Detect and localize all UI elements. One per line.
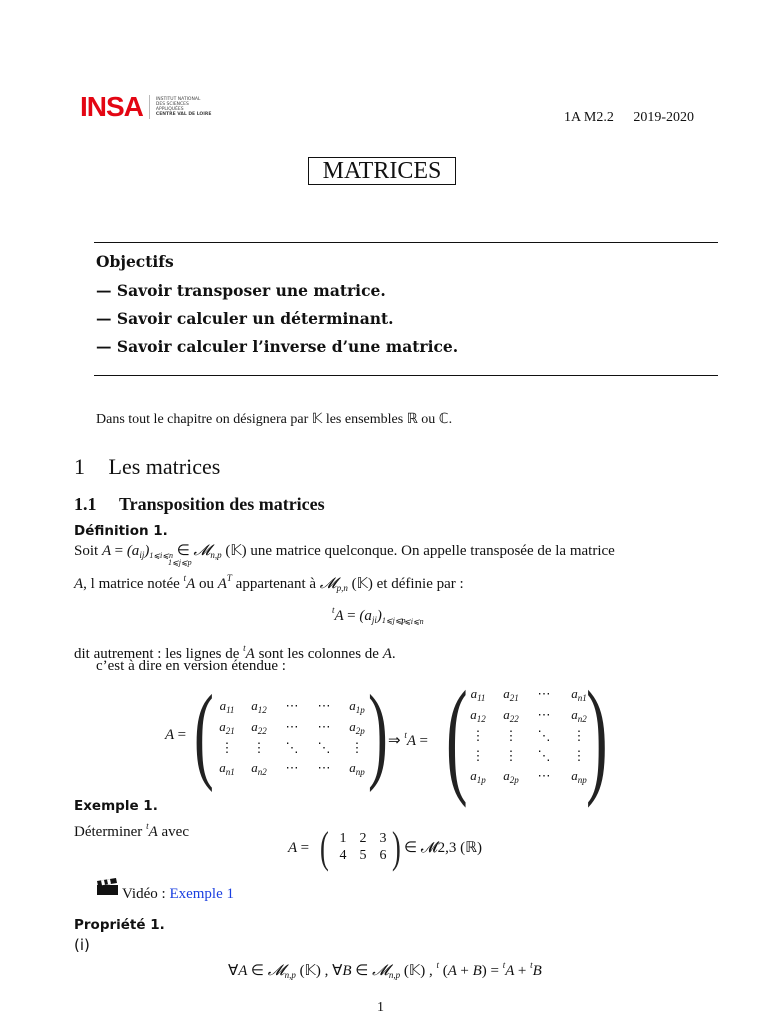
definition-line-2 xyxy=(74,568,464,598)
video-label: Vidéo : xyxy=(122,886,166,902)
symbol-tA: $^t$A xyxy=(183,573,196,592)
matrix-A: $a_{11}$ $a_{12}$ ⋯ ⋯ $a_{1p}$ $a_{21}$ $a_{22}$ ⋯ ⋯ $a_{2p}$ ⋮ ⋮ ⋱ ⋱ ⋮ $a_{n1}$ $a_{n2}$ ⋯ ⋯ $a_{np}$ xyxy=(219,698,365,777)
section-title: Les matrices xyxy=(108,454,221,479)
logo-lines xyxy=(156,97,212,117)
matrix-cell: 4 xyxy=(339,848,347,863)
paren-left: ( xyxy=(194,674,214,793)
objectives-heading: Objectifs xyxy=(96,252,174,271)
subsection-title: Transposition des matrices xyxy=(119,494,325,514)
symbol-tA: $^t$A xyxy=(243,643,255,662)
example-text-part: Déterminer xyxy=(74,824,143,840)
symbol-AT: $A^T$ xyxy=(217,573,232,592)
logo-line: CENTRE VAL DE LOIRE xyxy=(155,112,212,117)
example-text-part: avec xyxy=(161,824,189,840)
matrix-A-label: A = xyxy=(165,727,187,743)
definition-text: ou xyxy=(198,576,214,592)
intro-text: ou xyxy=(421,412,436,427)
logo-line: DES SCIENCES xyxy=(155,102,189,107)
section-heading xyxy=(74,454,220,480)
video-link[interactable]: Exemple 1 xyxy=(169,886,235,902)
definition-text: sont les colonnes de xyxy=(258,646,379,662)
logo-line: INSTITUT NATIONAL xyxy=(155,97,201,102)
symbol-A: A xyxy=(382,646,392,662)
intro-paragraph xyxy=(96,410,452,430)
definition-text: , l matrice notée xyxy=(83,576,180,592)
definition-text: et définie par : xyxy=(376,576,464,592)
matrix-tA: $a_{11}$ $a_{21}$ ⋯ $a_{n1}$ $a_{12}$ $a_{22}$ ⋯ $a_{n2}$ ⋮ ⋮ ⋱ ⋮ ⋮ ⋮ ⋱ ⋮ $a_{1p}$ $a_{2p}$ ⋯ $a_{np}$ xyxy=(470,686,587,785)
matrix-cell: 5 xyxy=(359,848,367,863)
example-label: Exemple 1. xyxy=(74,798,158,814)
page-number: 1 xyxy=(377,1000,384,1015)
example-A-label: A = xyxy=(288,840,310,856)
matrix-cell: 2 xyxy=(359,831,367,846)
paren-right: ) xyxy=(586,665,608,809)
intro-text: Dans tout le chapitre on désignera par xyxy=(96,412,309,427)
definition-line-1 xyxy=(74,541,615,566)
objective-item: — Savoir calculer un déterminant. xyxy=(96,309,394,328)
symbol-C: ℂ xyxy=(438,412,449,427)
subsection-number: 1.1 xyxy=(74,494,97,514)
paren-right: ) xyxy=(368,674,388,793)
formula-tA-aji: $^tA = (a_{ji})_{1⩽j⩽p}$ xyxy=(332,605,406,625)
definition-after-1: dit autrement : les lignes de $^t$A sont les colonnes de A. xyxy=(74,643,396,662)
objective-item: — Savoir transposer une matrice. xyxy=(96,281,386,300)
logo-line: APPLIQUÉES xyxy=(155,107,184,112)
video-line xyxy=(122,884,234,904)
definition-text: Soit xyxy=(74,543,99,559)
example-space: ∈ 𝓜2,3 (ℝ) xyxy=(404,840,482,856)
property-formula: ∀A ∈ 𝓜$_{n,p}$ (𝕂) , ∀B ∈ 𝓜$_{n,p}$ (𝕂) , $^t$ (A + B) = $^t$A + $^t$B xyxy=(228,960,542,980)
logo-mark: INSA xyxy=(80,91,143,122)
course-code: 1A M2.2 xyxy=(564,110,614,125)
paren-left: ( xyxy=(320,823,329,872)
video-clapper-icon xyxy=(96,878,120,896)
course-year: 2019-2020 xyxy=(633,110,694,125)
insa-logo xyxy=(80,92,211,122)
paren-right: ) xyxy=(392,823,401,872)
formula-A-aij: $A = (a_{ij})_{1⩽i⩽n}$ xyxy=(101,543,173,560)
definition-text: appartenant à xyxy=(235,576,317,592)
example-text xyxy=(74,816,189,842)
property-item-label: (i) xyxy=(74,936,90,954)
example-matrix xyxy=(333,830,393,864)
matrix-cell: 1 xyxy=(339,831,347,846)
formula-Mpn: 𝓜$_{p,n}$ (𝕂) xyxy=(319,576,373,593)
paren-left: ( xyxy=(446,665,468,809)
page-title: MATRICES xyxy=(308,157,456,185)
divider-top xyxy=(94,242,718,243)
symbol-R: ℝ xyxy=(406,412,418,427)
matrix-cell: 6 xyxy=(379,848,387,863)
subscript-j: 1⩽j⩽p xyxy=(168,558,192,567)
symbol-tA: $^t$A xyxy=(146,821,158,840)
symbol-K: 𝕂 xyxy=(311,412,323,427)
arrow-tA-label: ⇒ $^t$A = xyxy=(388,730,428,749)
symbol-A: A xyxy=(74,576,84,592)
objective-item: — Savoir calculer l’inverse d’une matrice. xyxy=(96,337,459,356)
definition-label: Définition 1. xyxy=(74,523,168,539)
subscript-i: 1⩽i⩽n xyxy=(400,617,424,626)
matrix-cell: 3 xyxy=(379,831,387,846)
definition-text: dit autrement : les lignes de xyxy=(74,646,240,662)
section-number: 1 xyxy=(74,454,85,479)
subsection-heading xyxy=(74,494,325,515)
property-label: Propriété 1. xyxy=(74,917,165,933)
intro-text: les ensembles xyxy=(325,412,404,427)
logo-separator xyxy=(149,95,150,119)
divider-bottom xyxy=(94,375,718,376)
definition-after-2: c’est à dire en version étendue : xyxy=(96,658,286,674)
intro-text: . xyxy=(448,412,453,427)
course-header xyxy=(548,110,694,126)
definition-text: une matrice quelconque. On appelle transposée de la matrice xyxy=(250,543,615,559)
formula-in-Mnp: ∈ 𝓜$_{n,p}$ (𝕂) xyxy=(176,543,247,560)
